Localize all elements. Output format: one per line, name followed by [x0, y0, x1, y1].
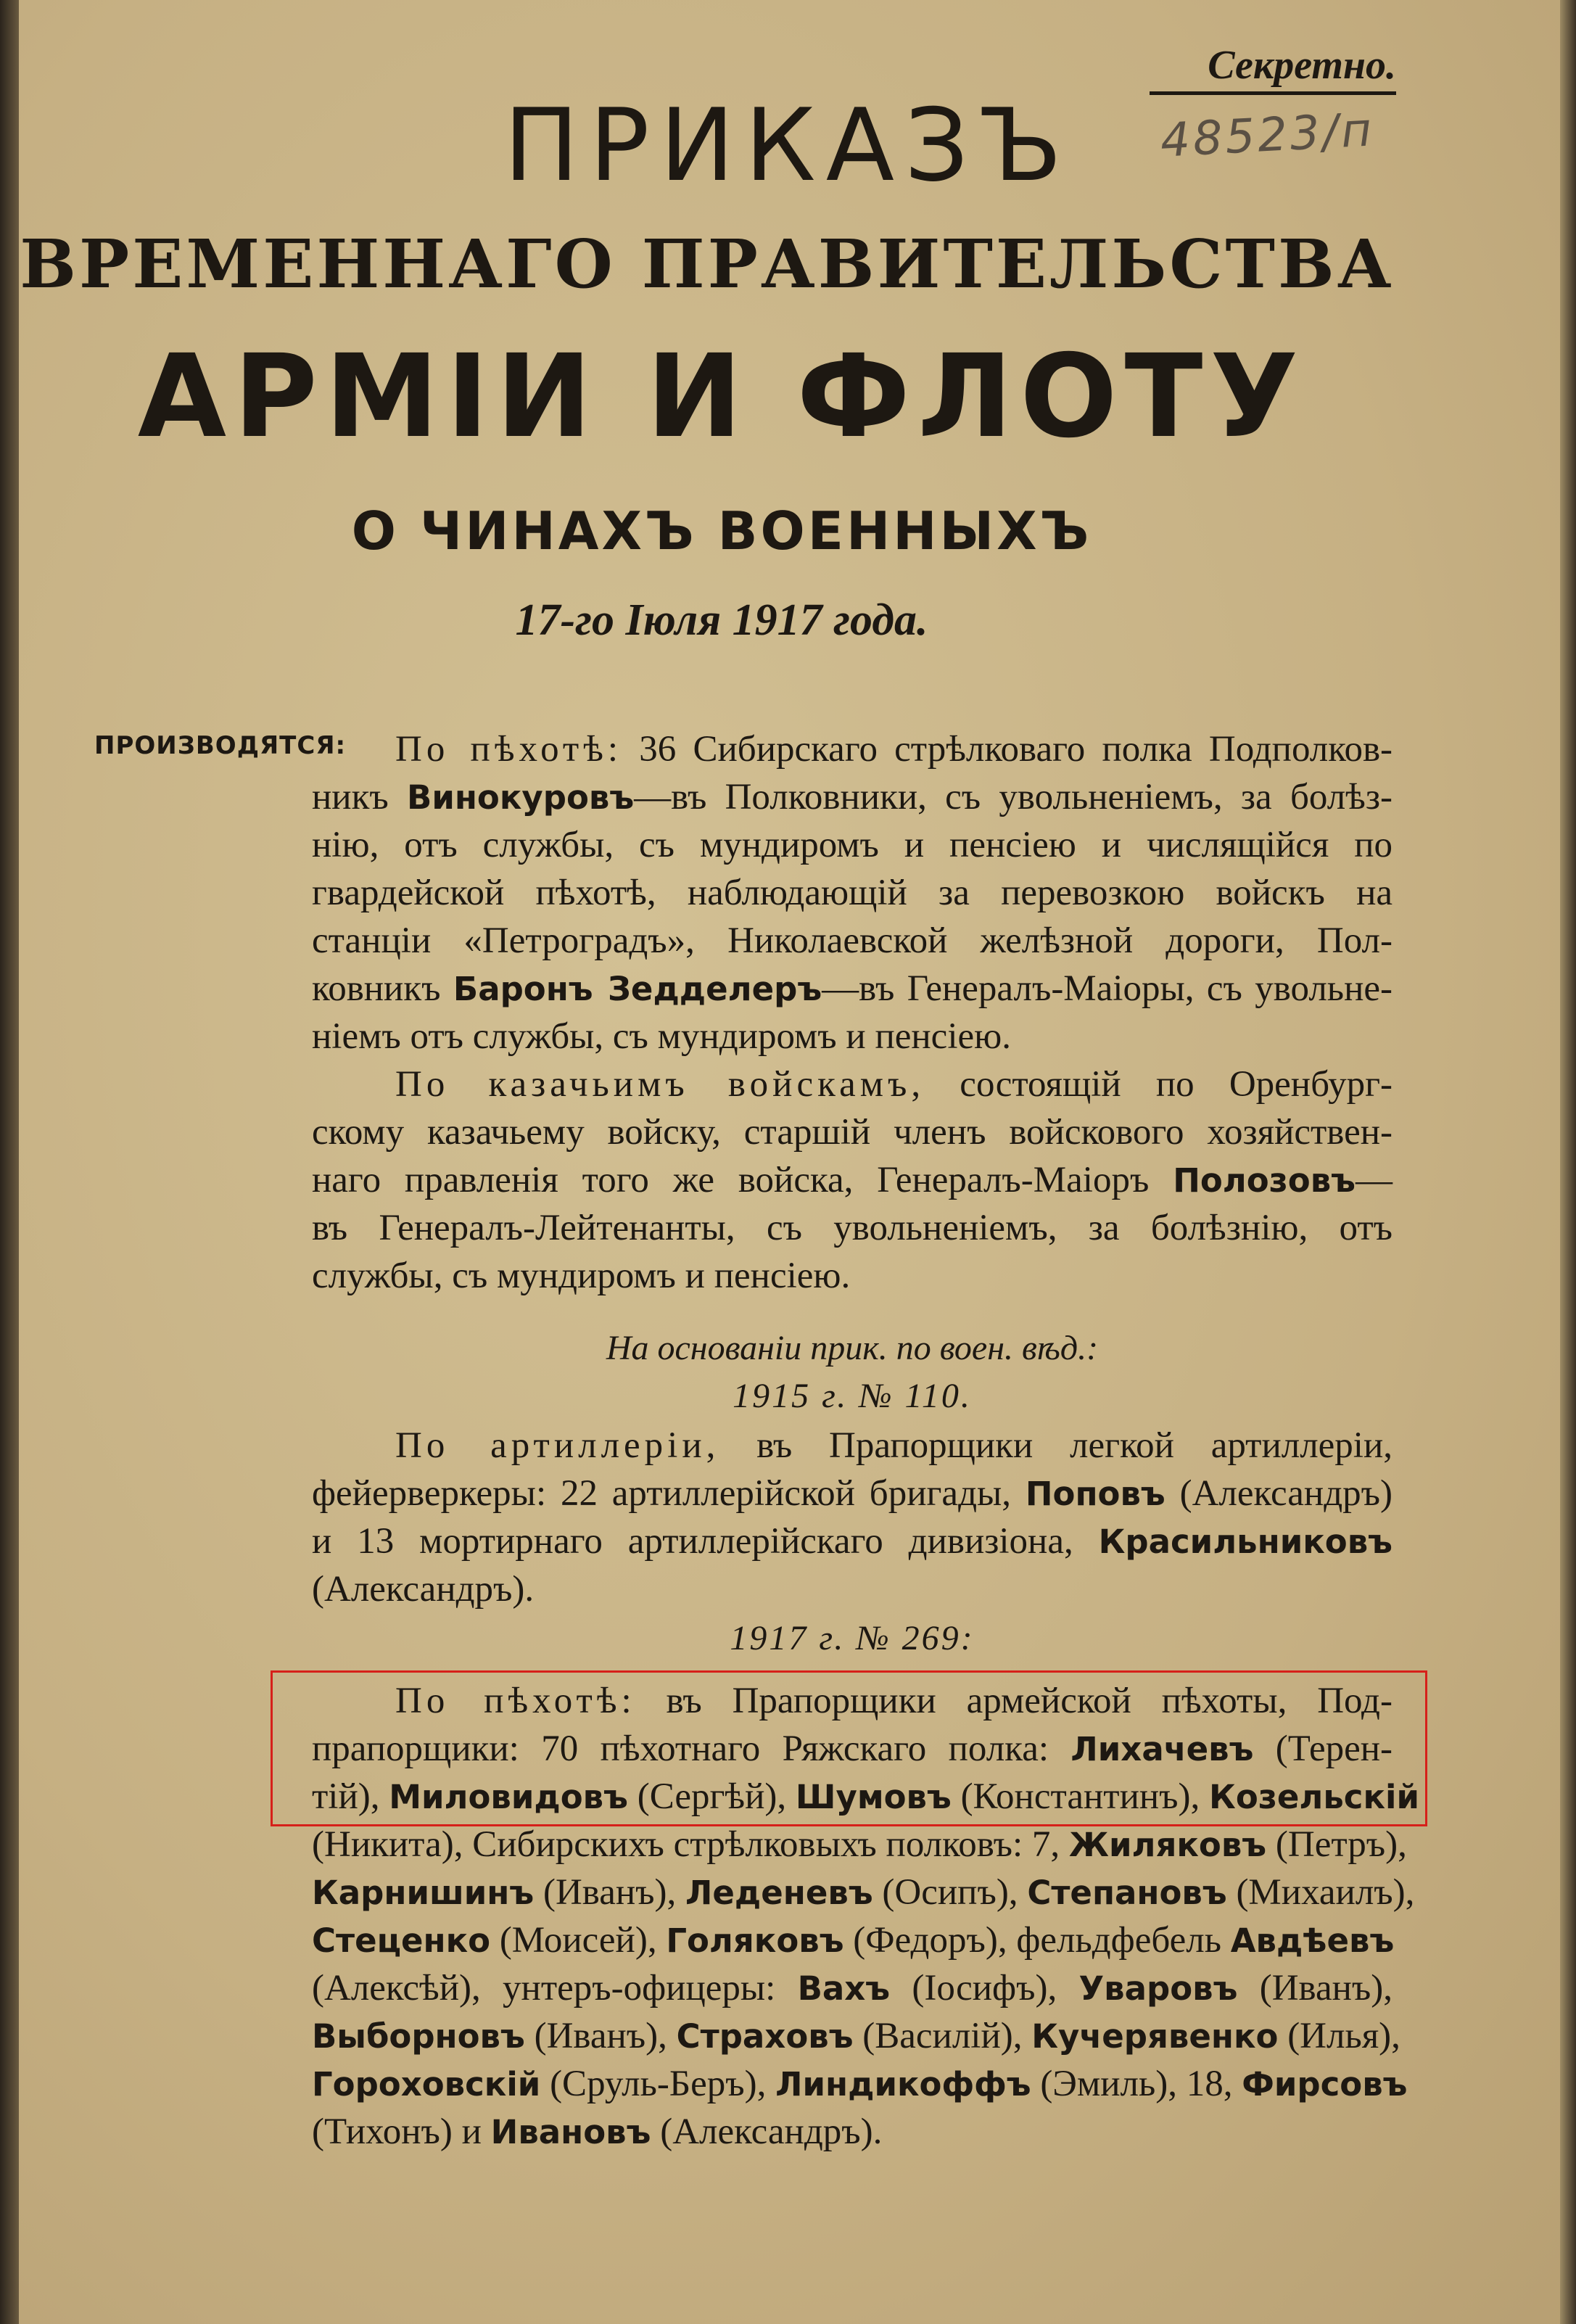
- order-1915: 1915 г. № 110.: [733, 1377, 972, 1415]
- text-line: никъ Винокуровъ—въ Полковники, съ увольненіемъ, за болѣз-: [312, 777, 1393, 817]
- text-line: Карнишинъ (Иванъ), Леденевъ (Осипъ), Степановъ (Михаилъ),: [312, 1872, 1415, 1913]
- text-line: станціи «Петроградъ», Николаевской желѣзной дороги, Пол-: [312, 920, 1393, 961]
- section-infantry-1: [312, 725, 1393, 1060]
- text-line: прапорщики: 70 пѣхотнаго Ряжскаго полка: Лихачевъ (Терен-: [312, 1728, 1393, 1769]
- title-military-ranks: О ЧИНАХЪ ВОЕННЫХЪ: [351, 500, 1092, 561]
- section-basis: [312, 1324, 1393, 1420]
- text-line: По пѣхотѣ: 36 Сибирскаго стрѣлковаго полка Подполков-: [395, 729, 1393, 770]
- text-line: тій), Миловидовъ (Сергѣй), Шумовъ (Константинъ), Козельскій: [312, 1776, 1419, 1817]
- text-line: фейерверкеры: 22 артиллерійской бригады, Поповъ (Александръ): [312, 1473, 1393, 1514]
- text-line: ковникъ Баронъ Зедделеръ—въ Генералъ-Маіоры, съ увольне-: [312, 968, 1393, 1009]
- text-line: По пѣхотѣ: въ Прапорщики армейской пѣхоты, Под-: [395, 1681, 1393, 1721]
- page-edge-right: [1560, 0, 1576, 2324]
- text-line: гвардейской пѣхотѣ, наблюдающій за перевозкою войскъ на: [312, 873, 1393, 913]
- text-line: службы, съ мундиромъ и пенсіею.: [312, 1256, 851, 1296]
- section-artillery: [312, 1422, 1393, 1613]
- text-line: въ Генералъ-Лейтенанты, съ увольненіемъ, за болѣзнію, отъ: [312, 1208, 1393, 1248]
- title-order: ПРИКАЗЪ: [503, 87, 1073, 204]
- text-line: По артиллеріи, въ Прапорщики легкой артиллеріи,: [395, 1425, 1393, 1466]
- text-line: Гороховскій (Сруль-Беръ), Линдикоффъ (Эмиль), 18, Фирсовъ: [312, 2064, 1408, 2104]
- text-line: (Тихонъ) и Ивановъ (Александръ).: [312, 2111, 883, 2152]
- side-label: ПРОИЗВОДЯТСЯ:: [94, 731, 347, 760]
- text-line: (Александръ).: [312, 1569, 535, 1610]
- secret-stamp: Секретно.: [1150, 42, 1396, 95]
- order-1917: 1917 г. № 269:: [730, 1619, 975, 1657]
- basis-heading: На основаніи прик. по воен. вѣд.:: [606, 1329, 1099, 1367]
- archive-number: 48523/п: [1159, 103, 1376, 168]
- text-line: ніемъ отъ службы, съ мундиромъ и пенсіею.: [312, 1016, 1011, 1057]
- text-line: Выборновъ (Иванъ), Страховъ (Василій), Кучерявенко (Илья),: [312, 2016, 1400, 2056]
- text-line: (Никита), Сибирскихъ стрѣлковыхъ полковъ: 7, Жиляковъ (Петръ),: [312, 1824, 1407, 1865]
- title-government: ВРЕМЕННАГО ПРАВИТЕЛЬСТВА: [20, 225, 1395, 303]
- section-cossacks: [312, 1060, 1393, 1300]
- text-line: (Алексѣй), унтеръ-офицеры: Вахъ (Іосифъ), Уваровъ (Иванъ),: [312, 1968, 1393, 2008]
- text-line: нію, отъ службы, съ мундиромъ и пенсіею и числящійся по: [312, 825, 1393, 865]
- text-line: наго правленія того же войска, Генералъ-Маіоръ Полозовъ—: [312, 1160, 1393, 1200]
- text-line: и 13 мортирнаго артиллерійскаго дивизіона, Красильниковъ: [312, 1521, 1393, 1562]
- highlight-box: [271, 1670, 1427, 1826]
- order-date: 17-го Іюля 1917 года.: [515, 596, 928, 645]
- section-order-1917: [312, 1615, 1393, 1662]
- text-line: По казачьимъ войскамъ, состоящій по Оренбург-: [395, 1064, 1393, 1105]
- text-line: Стеценко (Моисей), Голяковъ (Федоръ), фельдфебель Авдѣевъ: [312, 1920, 1395, 1961]
- title-army-navy: АРМІИ И ФЛОТУ: [137, 330, 1306, 463]
- text-line: скому казачьему войску, старшій членъ войскового хозяйствен-: [312, 1112, 1393, 1153]
